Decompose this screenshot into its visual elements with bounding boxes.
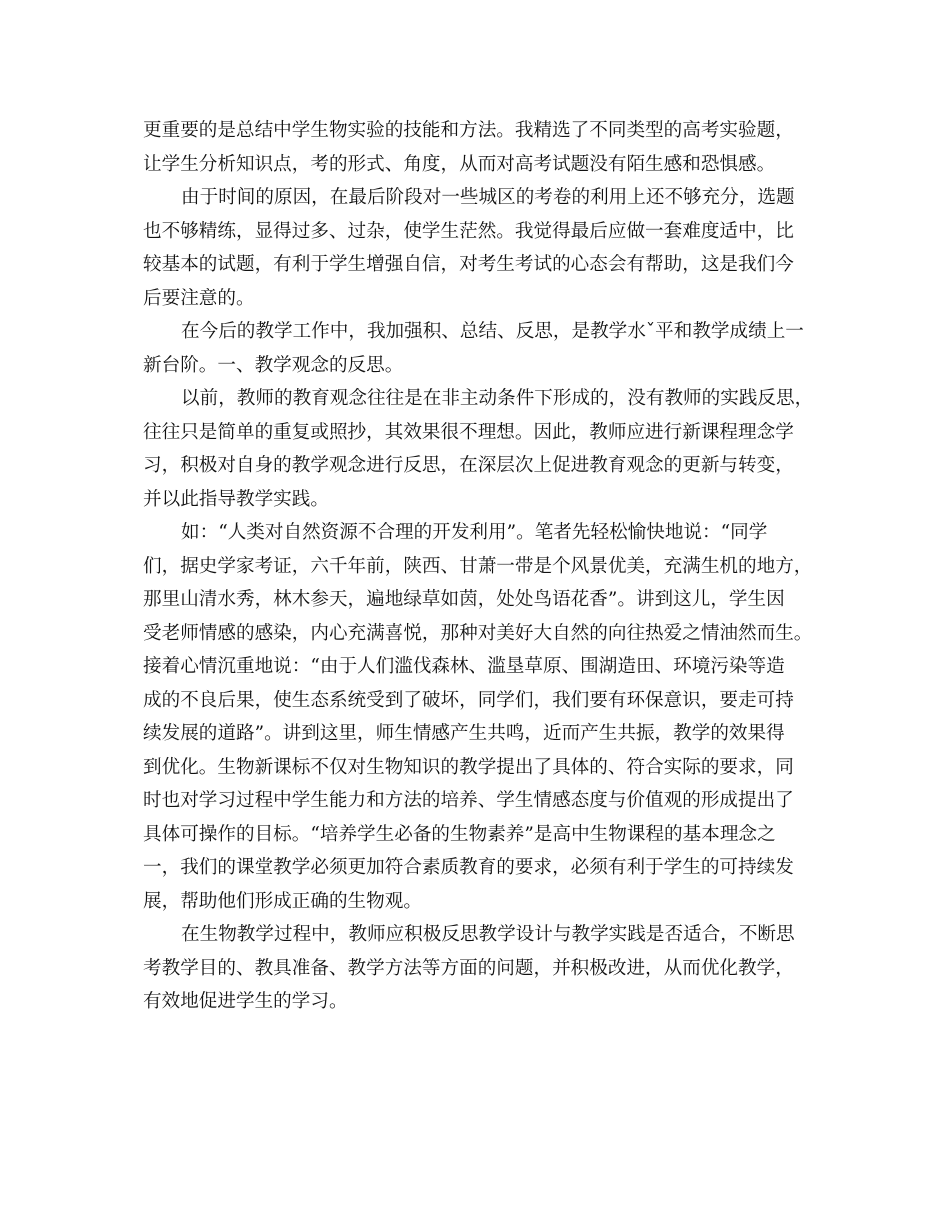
document-body (143, 114, 813, 1019)
text-line: 接着心情沉重地说：“由于人们滥伐森林、滥垦草原、围湖造田、环境污染等造 (143, 656, 785, 677)
text-line: 时也对学习过程中学生能力和方法的培养、学生情感态度与价值观的形成提出了 (143, 790, 794, 811)
text-line: 有效地促进学生的学习。 (143, 991, 348, 1012)
text-line: 受老师情感的感染，内心充满喜悦，那种对美好大自然的向往热爱之情油然而生。 (143, 622, 813, 644)
text-line: 由于时间的原因，在最后阶段对一些城区的考卷的利用上还不够充分，选题 (181, 187, 795, 208)
text-line: 以前，教师的教育观念往往是在非主动条件下形成的，没有教师的实践反思， (181, 388, 814, 409)
text-line: 更重要的是总结中学生物实验的技能和方法。我精选了不同类型的高考实验题， (143, 120, 794, 141)
text-line: 并以此指导教学实践。 (143, 488, 329, 510)
text-line: 在今后的教学工作中，我加强积、总结、反思，是教学水ˇ平和教学成绩上一 (181, 321, 804, 342)
text-line: 考教学目的、教具准备、教学方法等方面的问题，并积极改进，从而优化教学， (143, 957, 794, 979)
text-line: 让学生分析知识点，考的形式、角度，从而对高考试题没有陌生感和恐惧感。 (143, 153, 776, 175)
text-line: 到优化。生物新课标不仅对生物知识的教学提出了具体的、符合实际的要求，同 (143, 756, 794, 778)
text-line: 习，积极对自身的教学观念进行反思，在深层次上促进教育观念的更新与转变， (143, 455, 794, 476)
text-line: 续发展的道路”。讲到这里，师生情感产生共鸣，近而产生共振，教学的效果得 (143, 723, 785, 744)
text-line: 那里山清水秀，林木参天，遍地绿草如茵，处处鸟语花香”。讲到这儿，学生因 (143, 589, 785, 610)
text-line: 也不够精练，显得过多、过杂，使学生茫然。我觉得最后应做一套难度适中，比 (143, 220, 794, 242)
text-line: 在生物教学过程中，教师应积极反思教学设计与教学实践是否适合，不断思 (181, 924, 795, 945)
text-line: 往往只是简单的重复或照抄，其效果很不理想。因此，教师应进行新课程理念学 (143, 421, 794, 443)
text-line: 后要注意的。 (143, 287, 255, 309)
text-line: 新台阶。一、教学观念的反思。 (143, 354, 404, 376)
text-line: 如：“人类对自然资源不合理的开发利用”。笔者先轻松愉快地说：“同学 (181, 522, 768, 543)
text-line: 们，据史学家考证，六千年前，陕西、甘萧一带是个风景优美，充满生机的地方， (143, 555, 813, 577)
text-line: 较基本的试题，有利于学生增强自信，对考生考试的心态会有帮助，这是我们今 (143, 254, 794, 275)
text-line: 成的不良后果，使生态系统受到了破坏，同学们，我们要有环保意识，要走可持 (143, 689, 794, 711)
text-line: 具体可操作的目标。“培养学生必备的生物素养”是高中生物课程的基本理念之 (143, 823, 776, 845)
text-line: 一，我们的课堂教学必须更加符合素质教育的要求，必须有利于学生的可持续发 (143, 857, 794, 878)
text-line: 展，帮助他们形成正确的生物观。 (143, 890, 422, 912)
